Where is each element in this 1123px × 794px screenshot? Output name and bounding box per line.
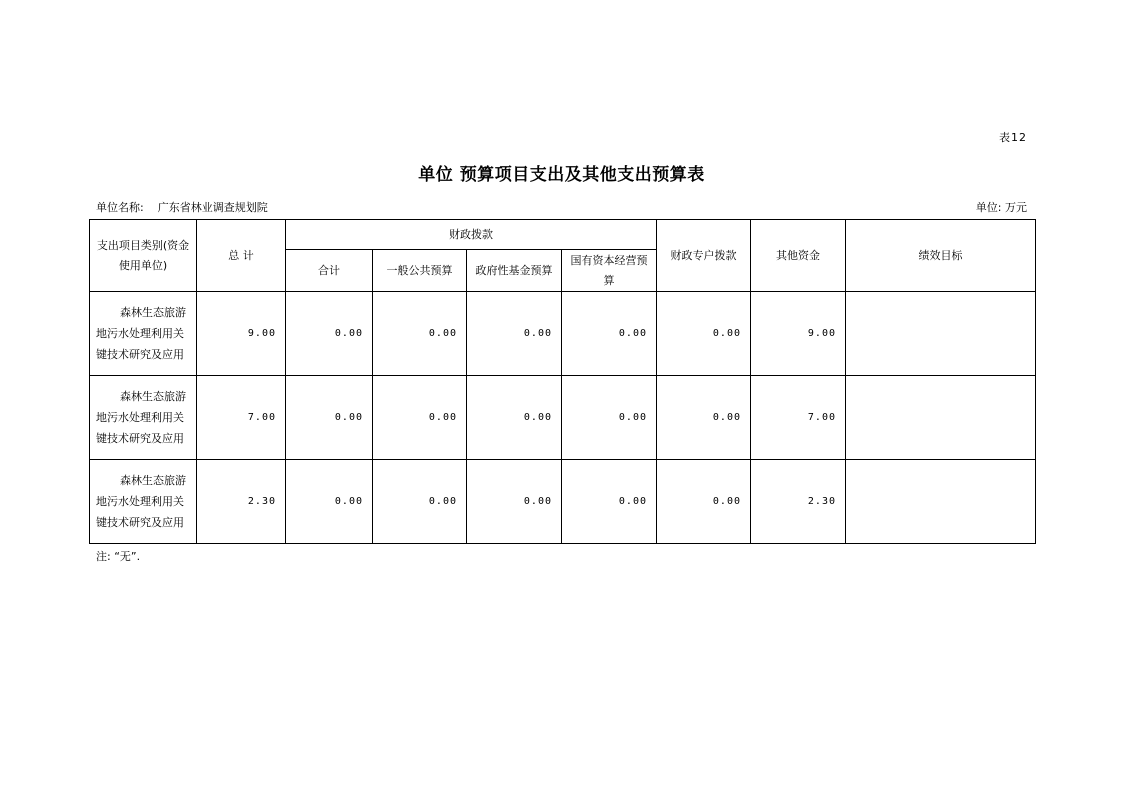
fiscal-subtotal-cell: 0.00 (286, 292, 373, 376)
state-capital-cell: 0.00 (562, 292, 657, 376)
table-row (90, 292, 1036, 376)
other-funds-cell: 2.30 (751, 460, 846, 544)
document-title: 单位 预算项目支出及其他支出预算表 (418, 165, 705, 185)
other-funds-cell: 9.00 (751, 292, 846, 376)
special-fiscal-cell: 0.00 (657, 460, 751, 544)
special-fiscal-cell: 0.00 (657, 292, 751, 376)
unit-name-value: 广东省林业调查规划院 (157, 201, 268, 214)
total-cell: 7.00 (197, 376, 286, 460)
header-gov-fund: 政府性基金预算 (467, 250, 562, 292)
unit-name-line (96, 199, 268, 215)
performance-goal-cell (846, 376, 1036, 460)
general-public-cell: 0.00 (373, 376, 467, 460)
project-cell (90, 376, 197, 460)
total-cell: 2.30 (197, 460, 286, 544)
header-other-funds: 其他资金 (751, 220, 846, 292)
header-fiscal-subtotal: 合计 (286, 250, 373, 292)
fiscal-subtotal-cell: 0.00 (286, 460, 373, 544)
total-cell: 9.00 (197, 292, 286, 376)
general-public-cell: 0.00 (373, 292, 467, 376)
project-cell (90, 460, 197, 544)
unit-name-label: 单位名称: (96, 201, 144, 214)
header-category: 支出项目类别(资金使用单位) (90, 220, 197, 292)
footnote: 注: “无”. (96, 550, 141, 563)
state-capital-cell: 0.00 (562, 376, 657, 460)
project-name: 森林生态旅游地污水处理利用关键技术研究及应用 (96, 306, 186, 361)
performance-goal-cell (846, 292, 1036, 376)
header-performance-goal: 绩效目标 (846, 220, 1036, 292)
project-name: 森林生态旅游地污水处理利用关键技术研究及应用 (96, 474, 186, 529)
project-name: 森林生态旅游地污水处理利用关键技术研究及应用 (96, 390, 186, 445)
header-total: 总 计 (197, 220, 286, 292)
table-number: 表12 (999, 131, 1027, 144)
state-capital-cell: 0.00 (562, 460, 657, 544)
budget-table (89, 219, 1036, 544)
gov-fund-cell: 0.00 (467, 292, 562, 376)
gov-fund-cell: 0.00 (467, 376, 562, 460)
general-public-cell: 0.00 (373, 460, 467, 544)
table-row (90, 460, 1036, 544)
header-general-public: 一般公共预算 (373, 250, 467, 292)
table-row (90, 376, 1036, 460)
gov-fund-cell: 0.00 (467, 460, 562, 544)
other-funds-cell: 7.00 (751, 376, 846, 460)
header-fiscal-group: 财政拨款 (286, 220, 657, 250)
header-state-capital: 国有资本经营预算 (562, 250, 657, 292)
project-cell (90, 292, 197, 376)
special-fiscal-cell: 0.00 (657, 376, 751, 460)
performance-goal-cell (846, 460, 1036, 544)
fiscal-subtotal-cell: 0.00 (286, 376, 373, 460)
header-special-fiscal: 财政专户拨款 (657, 220, 751, 292)
currency-unit: 单位: 万元 (975, 201, 1027, 214)
